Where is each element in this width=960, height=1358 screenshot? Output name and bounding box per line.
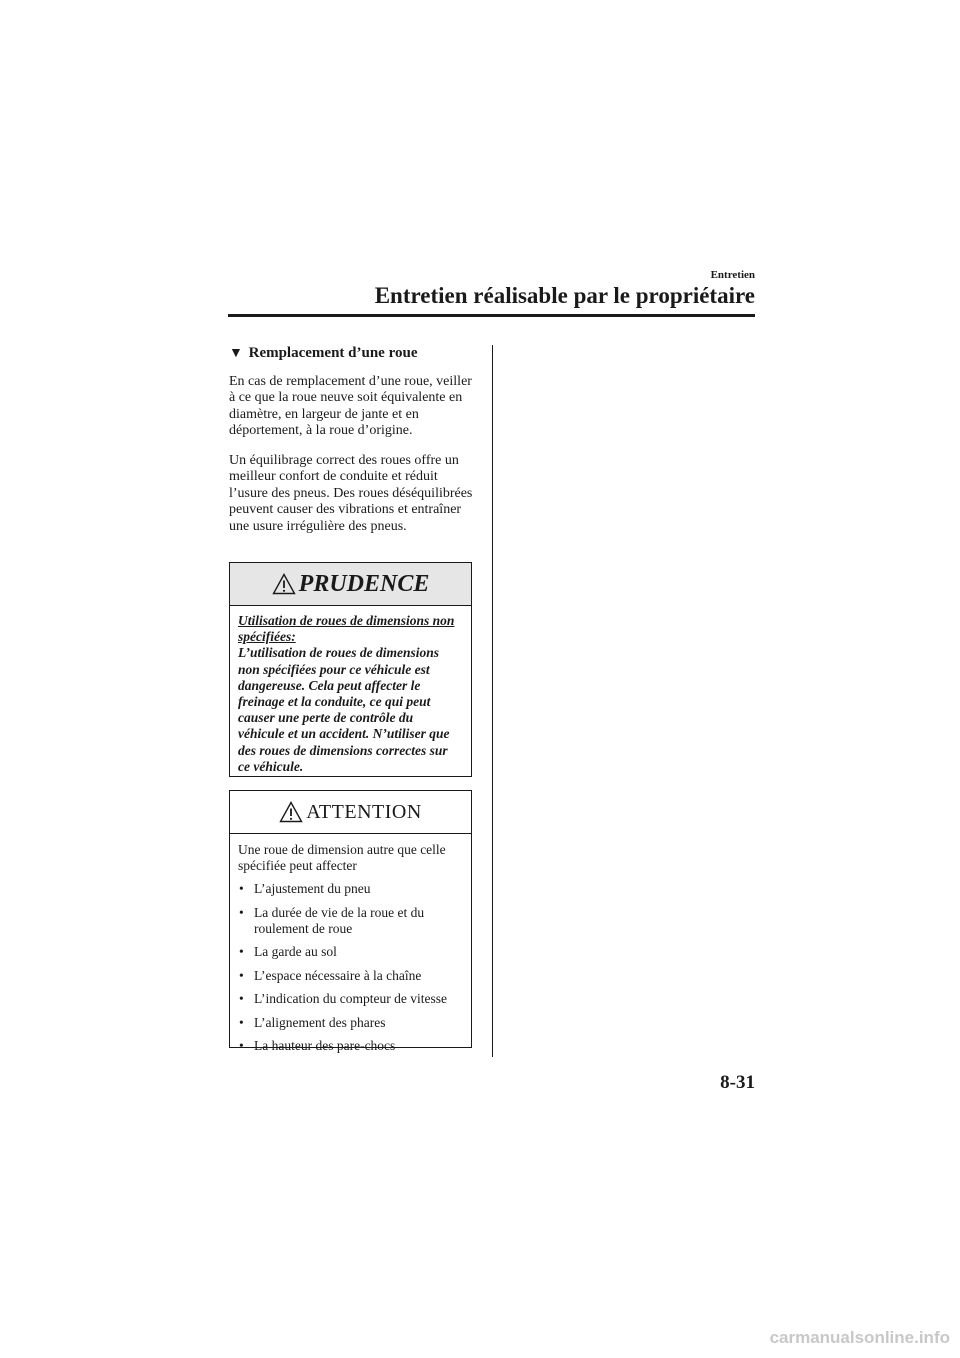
bullet-icon: •	[239, 967, 244, 983]
bullet-icon: •	[239, 904, 244, 920]
bullet-icon: •	[239, 1037, 244, 1053]
column-divider	[492, 345, 493, 1057]
list-item: • La hauteur des pare-chocs	[239, 1037, 396, 1053]
bullet-icon: •	[239, 944, 244, 960]
attention-header	[230, 791, 471, 834]
prudence-text: L’utilisation de roues de dimensions non spécifiées pour ce véhicule est dangereuse. Cela peut affecter le freinage et la conduite, ce qui peut causer une perte de contrôle du véhicule et un accident. N’utiliser que des roues de dimensions correctes sur ce véhicule.	[238, 645, 450, 774]
paragraph-wheel-replacement: En cas de remplacement d’une roue, veiller à ce que la roue neuve soit équivalente en diamètre, en largeur de jante et en déportement, à la roue d’origine.	[229, 374, 472, 439]
section-heading-text: Remplacement d’une roue	[248, 345, 418, 361]
prudence-subtitle: Utilisation de roues de dimensions non spécifiées:	[238, 613, 455, 645]
list-item: • La durée de vie de la roue et du roulement de roue	[239, 904, 425, 936]
section-heading	[229, 345, 417, 362]
warning-triangle-icon	[279, 801, 303, 823]
list-item: • L’indication du compteur de vitesse	[239, 991, 447, 1007]
prudence-warning-box	[229, 562, 472, 777]
list-item: • La garde au sol	[239, 944, 337, 960]
bullet-icon: •	[239, 881, 244, 897]
list-item: • L’espace nécessaire à la chaîne	[239, 967, 422, 983]
warning-triangle-icon	[272, 573, 296, 595]
list-item: • L’alignement des phares	[239, 1014, 386, 1030]
attention-title: ATTENTION	[306, 800, 422, 823]
page-number: 8-31	[720, 1072, 755, 1093]
prudence-header	[230, 563, 471, 606]
prudence-title: PRUDENCE	[298, 570, 430, 597]
attention-list	[238, 881, 463, 1054]
header-rule	[228, 314, 755, 317]
attention-box	[229, 790, 472, 1053]
list-item: • L’ajustement du pneu	[239, 881, 371, 897]
header-section: Entretien	[710, 269, 755, 281]
triangle-marker-icon: ▼	[229, 346, 243, 361]
page-title: Entretien réalisable par le propriétaire	[374, 283, 755, 308]
paragraph-balancing: Un équilibrage correct des roues offre un meilleur confort de conduite et réduit l’usure des pneus. Des roues déséquilibrées peuvent causer des vibrations et entraîner une usure irrégulière des pneus.	[229, 453, 473, 534]
attention-body	[230, 834, 471, 1054]
bullet-icon: •	[239, 1014, 244, 1030]
attention-intro: Une roue de dimension autre que celle spécifiée peut affecter	[238, 842, 446, 874]
watermark: carmanualsonline.info	[769, 1328, 950, 1347]
prudence-body	[230, 606, 471, 775]
bullet-icon: •	[239, 991, 244, 1007]
